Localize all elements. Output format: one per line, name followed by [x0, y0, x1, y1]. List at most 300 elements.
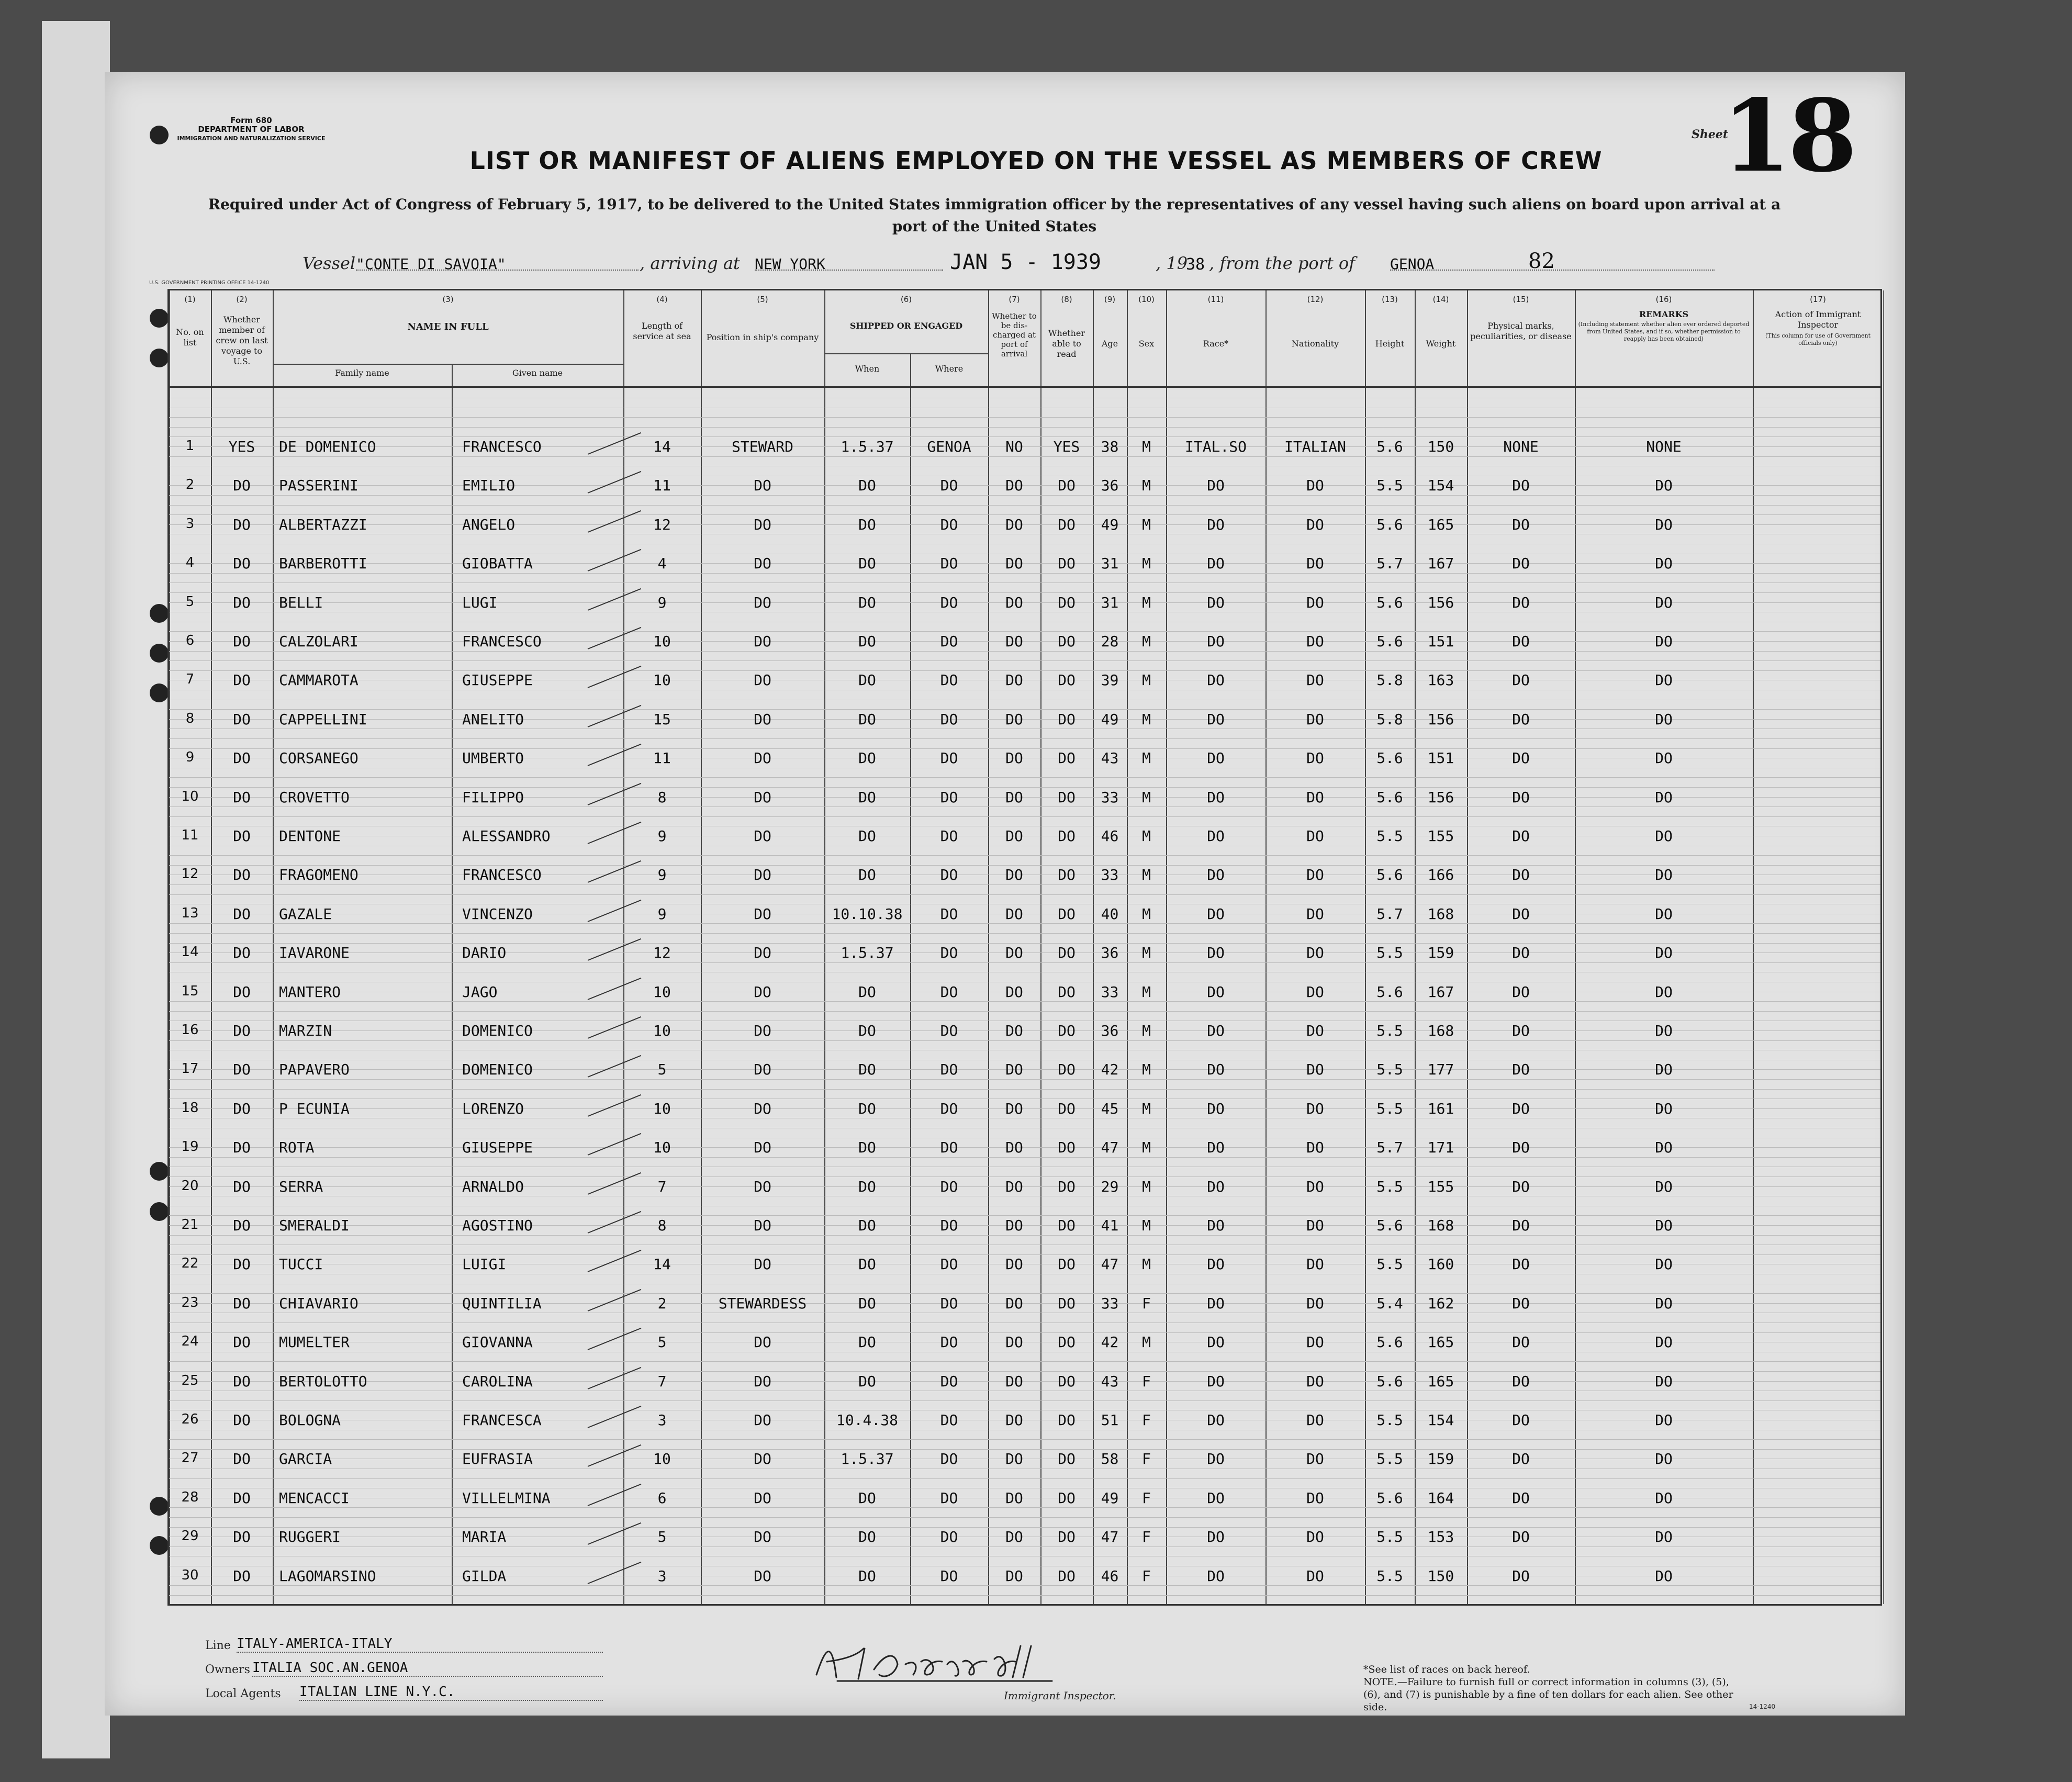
- cell-height: 5.5: [1376, 1528, 1403, 1546]
- cell-weight: 168: [1427, 1217, 1454, 1234]
- cell-height: 5.7: [1376, 905, 1403, 923]
- binder-hole: [150, 349, 169, 367]
- cell-when: DO: [858, 1489, 876, 1507]
- binder-hole: [150, 309, 169, 328]
- cell-member: DO: [233, 1256, 251, 1273]
- header-where: Where: [935, 364, 964, 374]
- header-age: Age: [1101, 339, 1118, 349]
- cell-nationality: DO: [1306, 827, 1324, 845]
- cell-position: DO: [754, 1372, 771, 1390]
- cell-discharged: DO: [1005, 515, 1023, 533]
- colnum-6: (6): [900, 295, 912, 304]
- cell-read: DO: [1058, 905, 1076, 923]
- cell-sex: M: [1142, 710, 1151, 728]
- ruled-line: [169, 582, 1880, 583]
- row-number: 10: [181, 788, 199, 804]
- cell-where: DO: [940, 944, 958, 962]
- cell-marks: DO: [1512, 944, 1530, 962]
- cell-age: 36: [1101, 477, 1119, 495]
- cell-marks: DO: [1512, 1022, 1530, 1039]
- ruled-line: [169, 933, 1880, 934]
- cell-service: 8: [657, 1217, 667, 1234]
- service-name: IMMIGRATION AND NATURALIZATION SERVICE: [177, 135, 326, 142]
- ruled-line: [169, 1449, 1880, 1450]
- row-number: 6: [185, 633, 195, 648]
- cell-sex: F: [1142, 1489, 1151, 1507]
- cell-discharged: DO: [1005, 671, 1023, 689]
- cell-given: GIOVANNA: [462, 1333, 533, 1351]
- cell-family: BELLI: [279, 593, 323, 611]
- cell-given: GIUSEPPE: [462, 671, 533, 689]
- cell-sex: M: [1142, 515, 1151, 533]
- ruled-line: [169, 436, 1880, 437]
- cell-age: 31: [1101, 593, 1119, 611]
- cell-height: 5.5: [1376, 944, 1403, 962]
- cell-nationality: DO: [1306, 633, 1324, 650]
- cell-marks: DO: [1512, 905, 1530, 923]
- cell-when: DO: [858, 983, 876, 1001]
- cell-sex: F: [1142, 1528, 1151, 1546]
- cell-service: 10: [653, 671, 671, 689]
- cell-read: DO: [1058, 710, 1076, 728]
- sheet-number: 18: [1722, 77, 1854, 194]
- row-number: 19: [181, 1139, 199, 1155]
- cell-service: 2: [657, 1294, 667, 1312]
- cell-service: 10: [653, 1139, 671, 1157]
- ruled-line: [169, 631, 1880, 632]
- cell-remarks: DO: [1655, 1450, 1673, 1468]
- cell-discharged: DO: [1005, 866, 1023, 884]
- ruled-line: [169, 1595, 1880, 1596]
- cell-race: DO: [1207, 983, 1225, 1001]
- cell-marks: DO: [1512, 477, 1530, 495]
- form-identifier: [173, 116, 330, 143]
- ruled-line: [169, 962, 1880, 963]
- cell-nationality: DO: [1306, 788, 1324, 806]
- cell-family: RUGGERI: [279, 1528, 341, 1546]
- cell-race: DO: [1207, 749, 1225, 767]
- vessel-label: Vessel: [303, 253, 356, 273]
- cell-read: DO: [1058, 827, 1076, 845]
- cell-weight: 166: [1427, 866, 1454, 884]
- cell-service: 5: [657, 1333, 667, 1351]
- ruled-line: [169, 709, 1880, 710]
- cell-remarks: DO: [1655, 710, 1673, 728]
- cell-where: DO: [940, 788, 958, 806]
- local-agents: ITALIAN LINE N.Y.C.: [299, 1684, 455, 1700]
- cell-nationality: DO: [1306, 749, 1324, 767]
- cell-when: DO: [858, 749, 876, 767]
- cell-height: 5.8: [1376, 671, 1403, 689]
- cell-age: 36: [1101, 944, 1119, 962]
- cell-remarks: DO: [1655, 555, 1673, 573]
- cell-sex: M: [1142, 438, 1151, 455]
- cell-discharged: DO: [1005, 944, 1023, 962]
- colnum-8: (8): [1061, 295, 1072, 304]
- cell-family: BARBEROTTI: [279, 555, 367, 573]
- cell-position: DO: [754, 749, 771, 767]
- ruled-line: [169, 1235, 1880, 1236]
- cell-age: 58: [1101, 1450, 1119, 1468]
- cell-age: 47: [1101, 1256, 1119, 1273]
- cell-nationality: DO: [1306, 1528, 1324, 1546]
- ruled-line: [169, 1546, 1880, 1547]
- cell-sex: M: [1142, 905, 1151, 923]
- cell-age: 47: [1101, 1139, 1119, 1157]
- cell-given: FRANCESCO: [462, 866, 542, 884]
- cell-read: DO: [1058, 944, 1076, 962]
- ruled-line: [169, 1371, 1880, 1372]
- cell-age: 49: [1101, 515, 1119, 533]
- cell-height: 5.6: [1376, 983, 1403, 1001]
- cell-remarks: DO: [1655, 1411, 1673, 1429]
- printing-office-line: U.S. GOVERNMENT PRINTING OFFICE 14-1240: [149, 280, 270, 286]
- cell-weight: 154: [1427, 1411, 1454, 1429]
- cell-remarks: DO: [1655, 1372, 1673, 1390]
- cell-remarks: DO: [1655, 1061, 1673, 1079]
- cell-where: DO: [940, 710, 958, 728]
- cell-weight: 168: [1427, 1022, 1454, 1039]
- cell-read: DO: [1058, 1256, 1076, 1273]
- cell-race: DO: [1207, 905, 1225, 923]
- row-number: 20: [181, 1178, 199, 1194]
- colnum-5: (5): [757, 295, 768, 304]
- footnote-penalty: NOTE.—Failure to furnish full or correct information in columns (3), (5), (6), and (7) is punishable by a fine of ten dollars for each alien. See other side.: [1363, 1676, 1733, 1713]
- cell-given: DARIO: [462, 944, 507, 962]
- cell-when: DO: [858, 515, 876, 533]
- colnum-14: (14): [1432, 295, 1449, 304]
- ruled-line: [169, 592, 1880, 593]
- binder-hole: [150, 1202, 169, 1221]
- cell-nationality: DO: [1306, 1022, 1324, 1039]
- cell-family: SERRA: [279, 1178, 323, 1195]
- cell-when: DO: [858, 477, 876, 495]
- cell-family: P ECUNIA: [279, 1100, 350, 1117]
- cell-height: 5.6: [1376, 866, 1403, 884]
- cell-when: DO: [858, 1178, 876, 1195]
- cell-discharged: DO: [1005, 1139, 1023, 1157]
- form-number: Form 680: [230, 116, 272, 125]
- cell-weight: 159: [1427, 944, 1454, 962]
- cell-family: CAMMAROTA: [279, 671, 359, 689]
- inspector-label: Immigrant Inspector.: [1004, 1689, 1116, 1702]
- row-number: 1: [185, 438, 195, 454]
- cell-nationality: DO: [1306, 1411, 1324, 1429]
- cell-given: LORENZO: [462, 1100, 524, 1117]
- cell-member: DO: [233, 1022, 251, 1039]
- cell-height: 5.6: [1376, 515, 1403, 533]
- cell-family: DENTONE: [279, 827, 341, 845]
- cell-position: DO: [754, 671, 771, 689]
- colnum-15: (15): [1513, 295, 1529, 304]
- cell-remarks: DO: [1655, 1489, 1673, 1507]
- cell-discharged: DO: [1005, 1489, 1023, 1507]
- year-value: 38: [1186, 255, 1205, 274]
- cell-discharged: DO: [1005, 749, 1023, 767]
- row-number: 16: [181, 1022, 199, 1038]
- cell-race: DO: [1207, 593, 1225, 611]
- cell-where: DO: [940, 671, 958, 689]
- cell-when: DO: [858, 1139, 876, 1157]
- ruled-line: [169, 660, 1880, 661]
- cell-service: 6: [657, 1489, 667, 1507]
- cell-family: BOLOGNA: [279, 1411, 341, 1429]
- cell-marks: DO: [1512, 1139, 1530, 1157]
- header-nationality: Nationality: [1291, 339, 1339, 349]
- cell-weight: 163: [1427, 671, 1454, 689]
- line-label: Line: [205, 1639, 231, 1652]
- cell-member: DO: [233, 1294, 251, 1312]
- ruled-line: [169, 417, 1880, 418]
- cell-weight: 161: [1427, 1100, 1454, 1117]
- cell-given: FRANCESCO: [462, 438, 542, 455]
- ruled-line: [169, 495, 1880, 496]
- header-length-of-service: Length of service at sea: [633, 321, 691, 341]
- cell-discharged: DO: [1005, 710, 1023, 728]
- cell-service: 12: [653, 944, 671, 962]
- binder-hole: [150, 126, 169, 144]
- cell-service: 14: [653, 1256, 671, 1273]
- cell-discharged: DO: [1005, 1333, 1023, 1351]
- cell-nationality: DO: [1306, 1333, 1324, 1351]
- row-number: 29: [181, 1528, 199, 1544]
- cell-weight: 151: [1427, 749, 1454, 767]
- cell-nationality: DO: [1306, 1139, 1324, 1157]
- cell-read: DO: [1058, 1061, 1076, 1079]
- cell-marks: DO: [1512, 1100, 1530, 1117]
- cell-position: DO: [754, 1100, 771, 1117]
- cell-weight: 167: [1427, 555, 1454, 573]
- cell-sex: M: [1142, 866, 1151, 884]
- ruled-line: [169, 806, 1880, 807]
- cell-height: 5.6: [1376, 1372, 1403, 1390]
- cell-read: DO: [1058, 1372, 1076, 1390]
- cell-position: STEWARDESS: [718, 1294, 807, 1312]
- cell-height: 5.5: [1376, 1022, 1403, 1039]
- cell-position: DO: [754, 1450, 771, 1468]
- cell-height: 5.5: [1376, 1450, 1403, 1468]
- cell-age: 43: [1101, 749, 1119, 767]
- cell-weight: 171: [1427, 1139, 1454, 1157]
- cell-service: 15: [653, 710, 671, 728]
- row-number: 30: [181, 1567, 199, 1583]
- cell-member: DO: [233, 555, 251, 573]
- cell-read: DO: [1058, 477, 1076, 495]
- cell-age: 43: [1101, 1372, 1119, 1390]
- cell-given: JAGO: [462, 983, 498, 1001]
- cell-member: DO: [233, 1567, 251, 1585]
- cell-read: DO: [1058, 1567, 1076, 1585]
- cell-member: DO: [233, 905, 251, 923]
- cell-member: DO: [233, 944, 251, 962]
- cell-when: 10.4.38: [836, 1411, 898, 1429]
- cell-where: DO: [940, 633, 958, 650]
- cell-where: DO: [940, 1372, 958, 1390]
- row-number: 4: [185, 555, 195, 571]
- cell-nationality: DO: [1306, 1372, 1324, 1390]
- cell-family: CORSANEGO: [279, 749, 359, 767]
- cell-remarks: DO: [1655, 788, 1673, 806]
- cell-height: 5.7: [1376, 555, 1403, 573]
- cell-service: 9: [657, 827, 667, 845]
- cell-where: DO: [940, 1061, 958, 1079]
- cell-race: DO: [1207, 1217, 1225, 1234]
- cell-member: DO: [233, 1217, 251, 1234]
- cell-age: 39: [1101, 671, 1119, 689]
- cell-family: GARCIA: [279, 1450, 332, 1468]
- arriving-port: NEW YORK: [755, 255, 825, 273]
- cell-service: 7: [657, 1178, 667, 1195]
- cell-race: DO: [1207, 633, 1225, 650]
- cell-marks: DO: [1512, 515, 1530, 533]
- cell-race: DO: [1207, 1372, 1225, 1390]
- cell-sex: M: [1142, 1139, 1151, 1157]
- cell-sex: M: [1142, 1333, 1151, 1351]
- cell-member: DO: [233, 1528, 251, 1546]
- cell-position: DO: [754, 1489, 771, 1507]
- cell-height: 5.6: [1376, 1333, 1403, 1351]
- cell-race: DO: [1207, 866, 1225, 884]
- header-height: Height: [1375, 339, 1405, 349]
- cell-where: GENOA: [927, 438, 971, 455]
- cell-marks: DO: [1512, 749, 1530, 767]
- cell-position: DO: [754, 944, 771, 962]
- cell-age: 49: [1101, 710, 1119, 728]
- cell-position: DO: [754, 1411, 771, 1429]
- cell-when: 10.10.38: [832, 905, 903, 923]
- cell-read: DO: [1058, 1411, 1076, 1429]
- cell-marks: DO: [1512, 1333, 1530, 1351]
- cell-discharged: DO: [1005, 788, 1023, 806]
- cell-sex: F: [1142, 1294, 1151, 1312]
- cell-height: 5.5: [1376, 827, 1403, 845]
- binder-hole: [150, 644, 169, 663]
- cell-nationality: DO: [1306, 593, 1324, 611]
- cell-given: EUFRASIA: [462, 1450, 533, 1468]
- cell-marks: DO: [1512, 710, 1530, 728]
- cell-when: DO: [858, 1022, 876, 1039]
- cell-sex: M: [1142, 633, 1151, 650]
- cell-sex: M: [1142, 827, 1151, 845]
- ruled-line: [169, 670, 1880, 671]
- cell-family: GAZALE: [279, 905, 332, 923]
- cell-sex: F: [1142, 1372, 1151, 1390]
- header-family-name: Family name: [335, 368, 389, 378]
- cell-weight: 153: [1427, 1528, 1454, 1546]
- ruled-line: [169, 1478, 1880, 1479]
- cell-where: DO: [940, 1217, 958, 1234]
- colnum-3: (3): [442, 295, 454, 304]
- cell-height: 5.5: [1376, 1178, 1403, 1195]
- ruled-line: [169, 1254, 1880, 1255]
- cell-position: DO: [754, 1178, 771, 1195]
- cell-age: 36: [1101, 1022, 1119, 1039]
- binder-strip: [42, 21, 110, 1758]
- row-number: 11: [181, 827, 199, 843]
- cell-height: 5.6: [1376, 438, 1403, 455]
- header-action-note: (This column for use of Government officials only): [1765, 332, 1871, 346]
- cell-when: DO: [858, 1567, 876, 1585]
- cell-height: 5.5: [1376, 1256, 1403, 1273]
- cell-when: DO: [858, 866, 876, 884]
- ruled-line: [169, 923, 1880, 924]
- row-number: 7: [185, 671, 195, 688]
- cell-age: 49: [1101, 1489, 1119, 1507]
- binder-hole: [150, 683, 169, 702]
- cell-race: DO: [1207, 944, 1225, 962]
- cell-read: DO: [1058, 515, 1076, 533]
- cell-sex: M: [1142, 788, 1151, 806]
- cell-marks: DO: [1512, 1411, 1530, 1429]
- cell-family: CALZOLARI: [279, 633, 359, 650]
- cell-remarks: DO: [1655, 1178, 1673, 1195]
- cell-nationality: DO: [1306, 1489, 1324, 1507]
- ruled-line: [169, 1585, 1880, 1586]
- cell-marks: DO: [1512, 1178, 1530, 1195]
- cell-member: DO: [233, 866, 251, 884]
- cell-service: 9: [657, 905, 667, 923]
- cell-given: ALESSANDRO: [462, 827, 551, 845]
- cell-race: DO: [1207, 1489, 1225, 1507]
- cell-height: 5.6: [1376, 749, 1403, 767]
- cell-marks: DO: [1512, 1294, 1530, 1312]
- cell-member: DO: [233, 1450, 251, 1468]
- cell-position: DO: [754, 827, 771, 845]
- cell-service: 9: [657, 593, 667, 611]
- cell-nationality: DO: [1306, 555, 1324, 573]
- header-race: Race*: [1203, 339, 1229, 349]
- row-number: 26: [181, 1411, 199, 1427]
- ruled-line: [169, 865, 1880, 866]
- header-given-name: Given name: [512, 368, 563, 378]
- cell-remarks: DO: [1655, 866, 1673, 884]
- cell-given: DOMENICO: [462, 1061, 533, 1079]
- ruled-line: [169, 1157, 1880, 1158]
- cell-weight: 165: [1427, 1372, 1454, 1390]
- cell-read: DO: [1058, 749, 1076, 767]
- cell-nationality: DO: [1306, 1567, 1324, 1585]
- cell-weight: 177: [1427, 1061, 1454, 1079]
- agents-dotted: [299, 1700, 603, 1701]
- cell-when: DO: [858, 1372, 876, 1390]
- cell-member: DO: [233, 1061, 251, 1079]
- cell-when: DO: [858, 1294, 876, 1312]
- cell-age: 28: [1101, 633, 1119, 650]
- footnote-races: *See list of races on back hereof.: [1363, 1664, 1530, 1675]
- cell-nationality: DO: [1306, 1450, 1324, 1468]
- cell-race: DO: [1207, 477, 1225, 495]
- cell-service: 8: [657, 788, 667, 806]
- cell-sex: M: [1142, 749, 1151, 767]
- row-number: 12: [181, 866, 199, 882]
- cell-position: DO: [754, 477, 771, 495]
- header-weight: Weight: [1426, 339, 1456, 349]
- ruled-line: [169, 1439, 1880, 1440]
- cell-member: DO: [233, 1411, 251, 1429]
- cell-weight: 150: [1427, 1567, 1454, 1585]
- ruled-line: [169, 1040, 1880, 1041]
- cell-family: ROTA: [279, 1139, 315, 1157]
- cell-marks: DO: [1512, 1217, 1530, 1234]
- ruled-line: [169, 777, 1880, 778]
- cell-where: DO: [940, 1178, 958, 1195]
- cell-discharged: DO: [1005, 1567, 1023, 1585]
- cell-given: AGOSTINO: [462, 1217, 533, 1234]
- cell-when: DO: [858, 1333, 876, 1351]
- cell-race: DO: [1207, 1411, 1225, 1429]
- cell-remarks: DO: [1655, 983, 1673, 1001]
- cell-where: DO: [940, 1567, 958, 1585]
